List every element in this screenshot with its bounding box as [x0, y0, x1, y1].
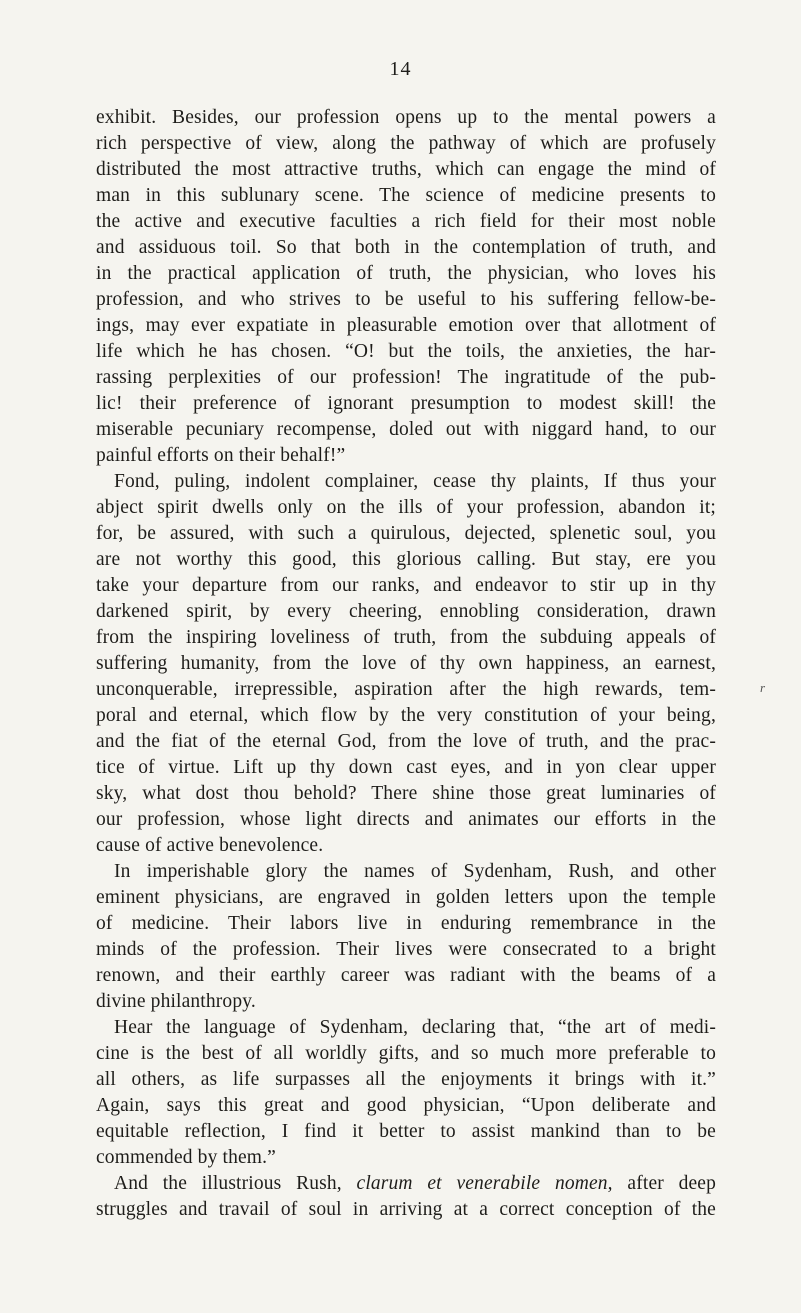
- text-line: our profession, whose light directs and animates our efforts in the: [96, 809, 716, 830]
- text-line: from the inspiring loveliness of truth, from the subduing appeals of: [96, 627, 716, 648]
- text-line: all others, as life surpasses all the enjoyments it brings with it.”: [96, 1069, 716, 1090]
- text-line: sky, what dost thou behold? There shine those great luminaries of: [96, 783, 716, 804]
- text-line: and the fiat of the eternal God, from the love of truth, and the prac-: [96, 731, 716, 752]
- text-line: Fond, puling, indolent complainer, cease thy plaints, If thus your: [114, 471, 716, 492]
- text-line: take your departure from our ranks, and endeavor to stir up in thy: [96, 575, 716, 596]
- text-line: In imperishable glory the names of Sydenham, Rush, and other: [114, 861, 716, 882]
- text-line: unconquerable, irrepressible, aspiration after the high rewards, tem-: [96, 679, 716, 700]
- text-line: lic! their preference of ignorant presumption to modest skill! the: [96, 393, 716, 414]
- latin-phrase: clarum et venerabile nomen,: [356, 1173, 613, 1194]
- text-line: exhibit. Besides, our profession opens up to the mental powers a: [96, 107, 716, 128]
- text-line: Again, says this great and good physician, “Upon deliberate and: [96, 1095, 716, 1116]
- text-line: man in this sublunary scene. The science of medicine presents to: [96, 185, 716, 206]
- text-line: minds of the profession. Their lives were consecrated to a bright: [96, 939, 716, 960]
- body-text: [96, 105, 716, 1223]
- text-line: divine philanthropy.: [96, 991, 256, 1012]
- text-line: commended by them.”: [96, 1147, 276, 1168]
- margin-mark: r: [760, 680, 766, 695]
- text-segment: And the illustrious Rush,: [114, 1173, 342, 1194]
- text-line: cause of active benevolence.: [96, 835, 324, 856]
- text-line: abject spirit dwells only on the ills of your profession, abandon it;: [96, 497, 716, 518]
- text-line: and assiduous toil. So that both in the contemplation of truth, and: [96, 237, 716, 258]
- text-line: distributed the most attractive truths, which can engage the mind of: [96, 159, 716, 180]
- text-line: of medicine. Their labors live in enduring remembrance in the: [96, 913, 716, 934]
- text-line: for, be assured, with such a quirulous, dejected, splenetic soul, you: [96, 523, 716, 544]
- text-line: renown, and their earthly career was radiant with the beams of a: [96, 965, 716, 986]
- text-line: the active and executive faculties a rich field for their most noble: [96, 211, 716, 232]
- text-segment: after deep: [627, 1173, 717, 1194]
- text-line: poral and eternal, which flow by the very constitution of your being,: [96, 705, 716, 726]
- text-line: are not worthy this good, this glorious calling. But stay, ere you: [96, 549, 716, 570]
- text-line: Hear the language of Sydenham, declaring that, “the art of medi-: [114, 1017, 716, 1038]
- page-number: 14: [389, 58, 412, 80]
- text-line: rassing perplexities of our profession! The ingratitude of the pub-: [96, 367, 716, 388]
- text-line-mixed: [96, 1171, 716, 1197]
- text-line: ings, may ever expatiate in pleasurable emotion over that allotment of: [96, 315, 716, 336]
- text-line: equitable reflection, I find it better to assist mankind than to be: [96, 1121, 716, 1142]
- text-line: suffering humanity, from the love of thy own happiness, an earnest,: [96, 653, 716, 674]
- text-line: life which he has chosen. “O! but the toils, the anxieties, the har-: [96, 341, 716, 362]
- text-line: cine is the best of all worldly gifts, and so much more preferable to: [96, 1043, 716, 1064]
- text-line: eminent physicians, are engraved in golden letters upon the temple: [96, 887, 716, 908]
- text-line: darkened spirit, by every cheering, ennobling consideration, drawn: [96, 601, 716, 622]
- text-line: rich perspective of view, along the pathway of which are profusely: [96, 133, 716, 154]
- text-line: painful efforts on their behalf!”: [96, 445, 346, 466]
- text-line: profession, and who strives to be useful to his suffering fellow-be-: [96, 289, 716, 310]
- text-line: miserable pecuniary recompense, doled out with niggard hand, to our: [96, 419, 716, 440]
- text-line: tice of virtue. Lift up thy down cast eyes, and in yon clear upper: [96, 757, 716, 778]
- text-line: struggles and travail of soul in arriving at a correct conception of the: [96, 1199, 716, 1220]
- text-line: in the practical application of truth, the physician, who loves his: [96, 263, 716, 284]
